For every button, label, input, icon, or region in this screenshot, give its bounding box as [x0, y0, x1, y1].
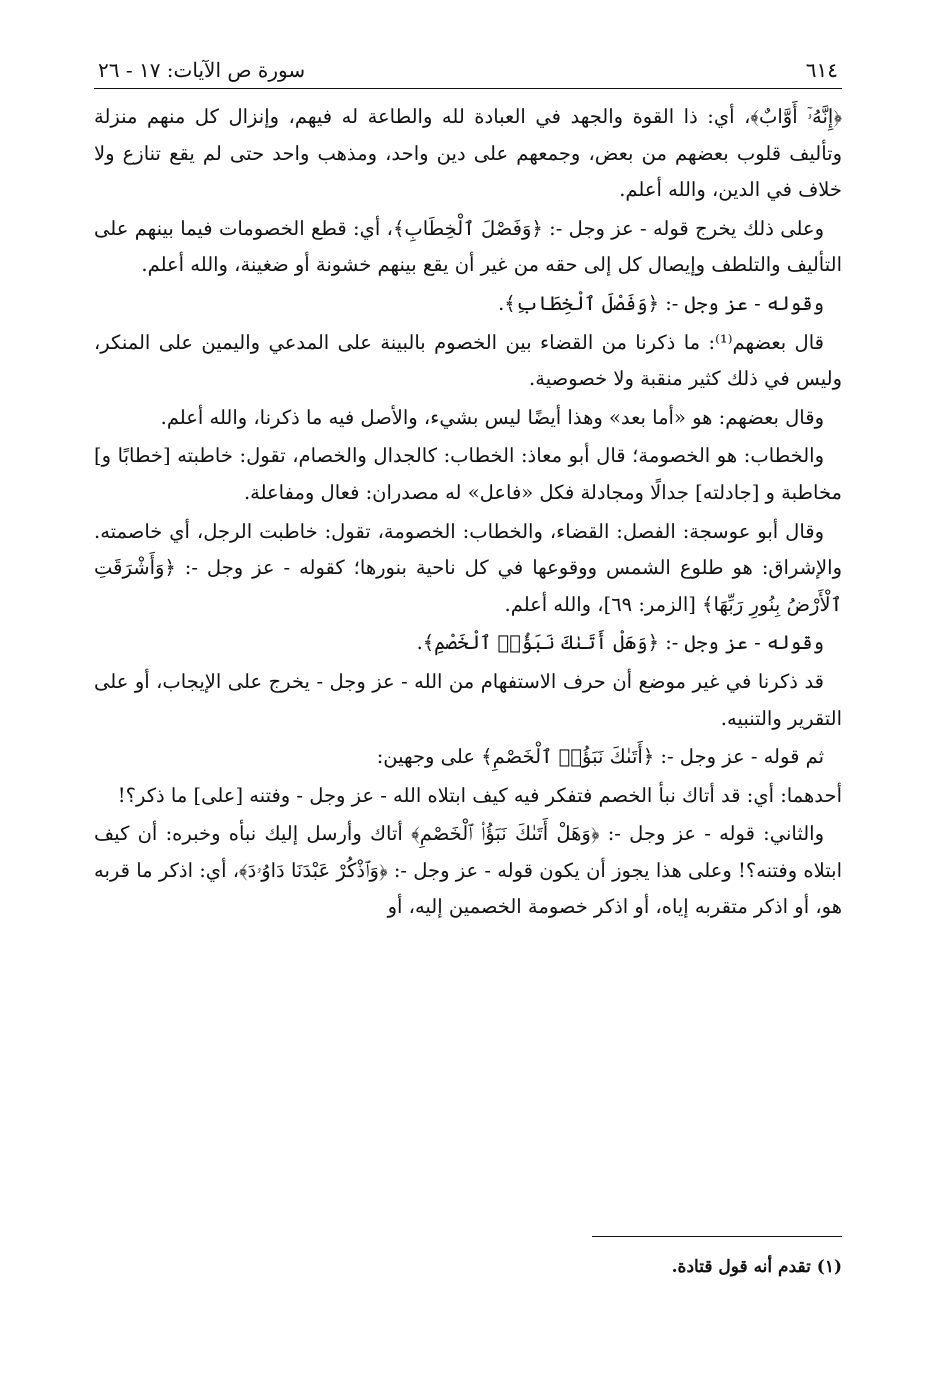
paragraph: وقوله - عز وجل -: ﴿وَفَصْلَ ٱلْخِطَابِ﴾.: [498, 291, 824, 315]
paragraph: وقوله - عز وجل -: ﴿وَهَلْ أَتَىٰكَ نَبَؤُا۟ ٱلْخَصْمِ﴾.: [416, 631, 824, 655]
paragraph: ثم قوله - عز وجل -: ﴿أَتَىٰكَ نَبَؤُا۟ ٱلْخَصْمِ﴾ على وجهين:: [376, 745, 824, 769]
paragraph: وقال بعضهم: هو «أما بعد» وهذا أيضًا ليس بشيء، والأصل فيه ما ذكرنا، والله أعلم.: [160, 405, 824, 429]
paragraph: قال بعضهم⁽¹⁾: ما ذكرنا من القضاء بين الخصوم بالبينة على المدعي واليمين على المنكر، وليس في ذلك كثير منقبة ولا خصوصية.: [94, 330, 842, 391]
book-page: [94, 48, 842, 1277]
header-divider: [94, 88, 842, 89]
footnote: (١) تقدم أنه قول قتادة.: [671, 1257, 842, 1277]
page-header: [94, 48, 842, 82]
paragraph: وعلى ذلك يخرج قوله - عز وجل -: ﴿وَفَصْلَ ٱلْخِطَابِ﴾، أي: قطع الخصومات فيما بينهم على التأليف والتلطف وإيصال كل إلى حقه من غير أن يقع بينهم خشونة أو ضغينة، والله أعلم.: [94, 216, 842, 277]
main-text: [94, 99, 842, 926]
running-title: سورة ص الآيات: ١٧ - ٢٦: [98, 58, 306, 82]
paragraph: أحدهما: أي: قد أتاك نبأ الخصم فتفكر فيه كيف ابتلاه الله - عز وجل - وفتنه [على] ما ذكر؟!: [117, 783, 842, 807]
paragraph: والخطاب: هو الخصومة؛ قال أبو معاذ: الخطاب: كالجدال والخصام، تقول: خاطبته [خطابًا و] مخاطبة و [جادلته] جدالًا ومجادلة فكل «فاعل» له مصدران: فعال ومفاعلة.: [94, 444, 842, 504]
paragraph: قد ذكرنا في غير موضع أن حرف الاستفهام من الله - عز وجل - يخرج على الإيجاب، أو على التقرير والتنبيه.: [94, 669, 842, 730]
page-number: ٦١٤: [805, 58, 838, 82]
paragraph: والثاني: قوله - عز وجل -: ﴿وَهَلْ أَتَىٰكَ نَبَؤُا۟ ٱلْخَصْمِ﴾ أتاك وأرسل إليك نبأه وخبره: أن كيف ابتلاه وفتنه؟! وعلى هذا يجوز أن يكون قوله - عز وجل -: ﴿وَٱذْكُرْ عَبْدَنَا دَاوُۥدَ﴾، أي: اذكر ما قربه هو، أو اذكر متقربه إياه، أو اذكر خصومة الخصمين إليه، أو: [94, 822, 842, 919]
paragraph: ﴿إِنَّهُۥٓ أَوَّابٌ﴾، أي: ذا القوة والجهد في العبادة لله والطاعة له فيهم، وإنزال كل منهم منزلة وتأليف قلوب بعضهم من بعض، وجمعهم على دين واحد، ومذهب واحد حتى لم يقع تنازع ولا خلاف في الدين، والله أعلم.: [94, 105, 842, 202]
paragraph: وقال أبو عوسجة: الفصل: القضاء، والخطاب: الخصومة، تقول: خاطبت الرجل، أي خاصمته. والإشراق: هو طلوع الشمس ووقوعها في كل ناحية بنورها؛ كقوله - عز وجل -: ﴿وَأَشْرَقَتِ ٱلْأَرْضُ بِنُورِ رَبِّهَا﴾ [الزمر: ٦٩]، والله أعلم.: [94, 519, 842, 616]
footnote-divider: [592, 1236, 842, 1237]
